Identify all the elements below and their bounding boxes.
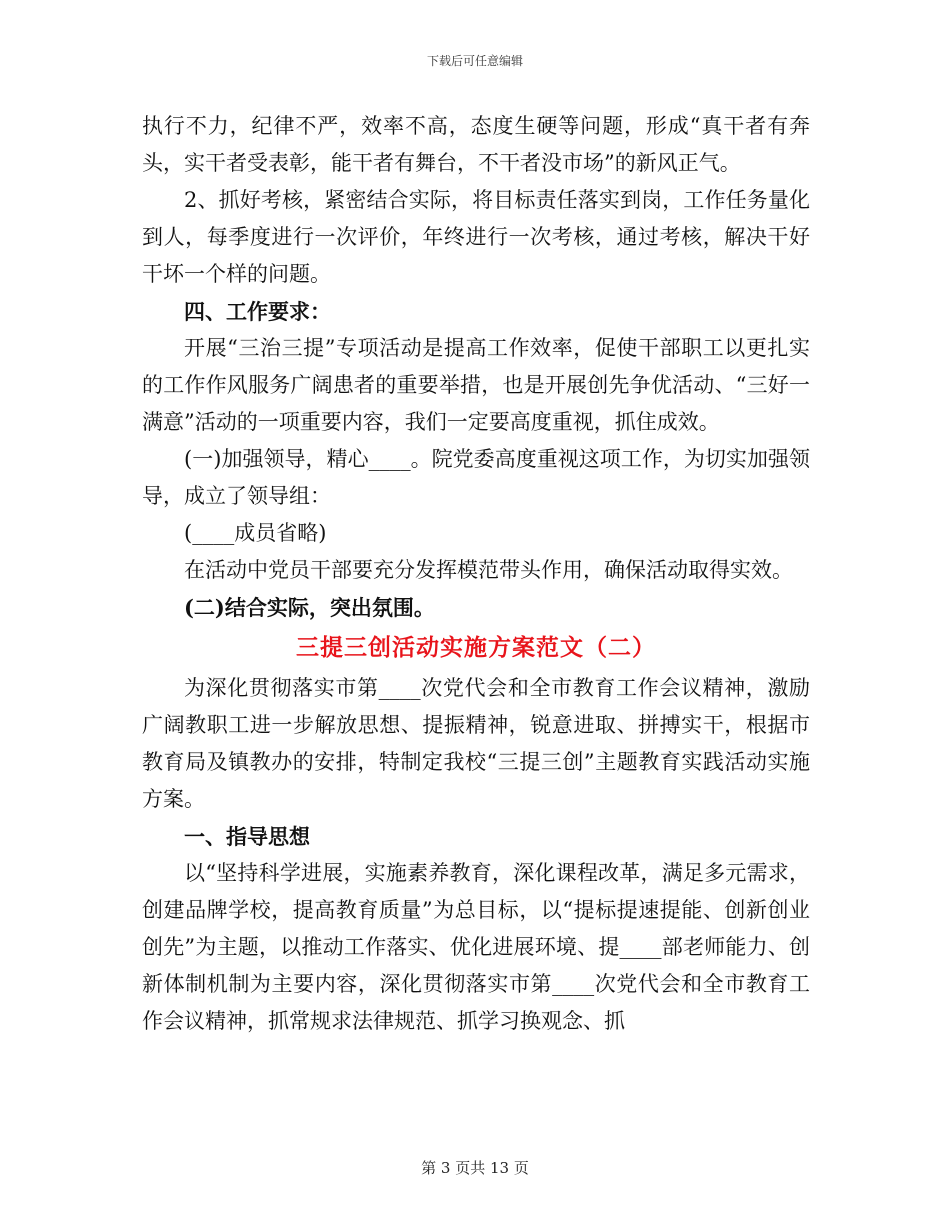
heading-atmosphere: (二)结合实际，突出氛围。 xyxy=(184,595,435,620)
paragraph-guiding-ideology: 以“坚持科学进展，实施素养教育，深化课程改革，满足多元需求，创建品牌学校，提高教育质量”为总目标，以“提标提速提能、创新创业创先”为主题，以推动工作落实、优化进展环境、提____部老师能力、创新体制机制为主要内容，深化贯彻落实市第____次党代会和全市教育工作会议精神，抓常规求法律规范、抓学习换观念、抓 xyxy=(142,861,810,1033)
section-title: 三提三创活动实施方案范文（二） xyxy=(296,634,656,661)
page-footer: 第 3 页共 13 页 xyxy=(421,1159,529,1177)
page-header: 下载后可任意编辑 xyxy=(426,54,523,68)
document-body xyxy=(142,108,810,1040)
paragraph-plan-intro: 为深化贯彻落实市第____次党代会和全市教育工作会议精神，激励广阔教职工进一步解放思想、提振精神，锐意进取、拼搏实干，根据市教育局及镇教办的安排，特制定我校“三提三创”主题教育实践活动实施方案。 xyxy=(142,676,810,811)
paragraph-assessment: 2、抓好考核，紧密结合实际，将目标责任落实到岗，工作任务量化到人，每季度进行一次评价，年终进行一次考核，通过考核，解决干好干坏一个样的问题。 xyxy=(142,188,810,286)
paragraph-party-role: 在活动中党员干部要充分发挥模范带头作用，确保活动取得实效。 xyxy=(184,558,793,582)
paragraph-members-omitted: (____成员省略) xyxy=(184,521,327,545)
heading-guiding-ideology: 一、指导思想 xyxy=(184,824,310,849)
paragraph-leadership: (一)加强领导，精心____。院党委高度重视这项工作，为切实加强领导，成立了领导组： xyxy=(142,447,810,508)
heading-work-requirements: 四、工作要求： xyxy=(184,299,331,324)
paragraph-continuation: 执行不力，纪律不严，效率不高，态度生硬等问题，形成“真干者有奔头，实干者受表彰，能干者有舞台，不干者没市场”的新风正气。 xyxy=(142,114,810,175)
paragraph-activity-intro: 开展“三治三提”专项活动是提高工作效率，促使干部职工以更扎实的工作作风服务广阔患者的重要举措，也是开展创先争优活动、“三好一满意”活动的一项重要内容，我们一定要高度重视，抓住成效。 xyxy=(142,336,810,434)
